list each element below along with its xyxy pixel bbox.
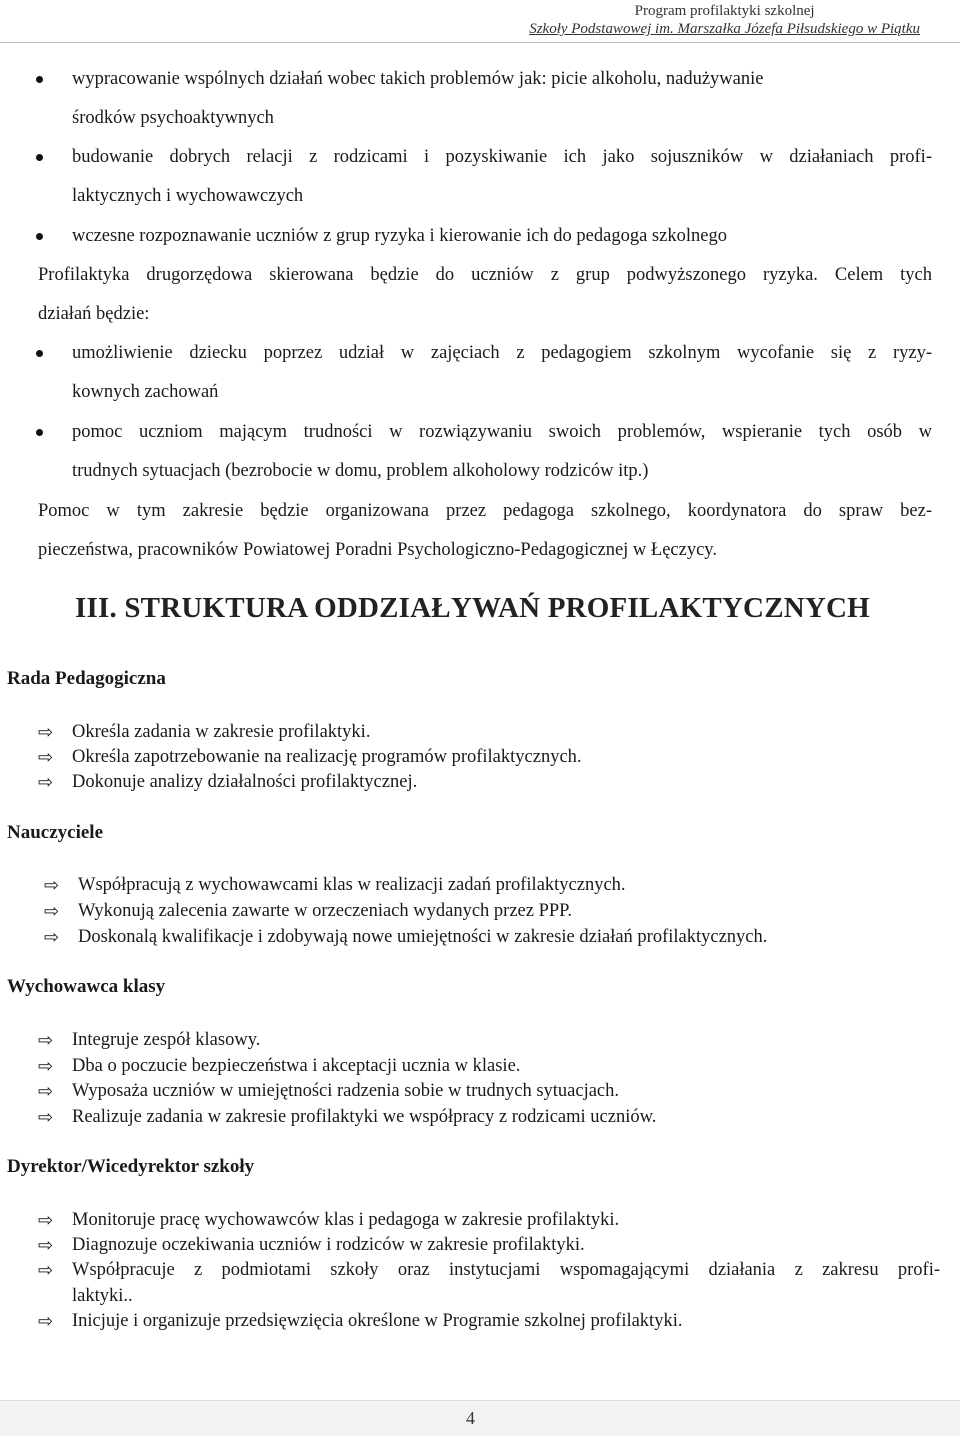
list-item-text: Diagnozuje oczekiwania uczniów i rodziców w zakresie profilaktyki. — [72, 1235, 585, 1255]
hollow-arrow-icon: ⇨ — [38, 1260, 54, 1280]
list-item-line: wczesne rozpoznawanie uczniów z grup ryzyka i kierowanie ich do pedagoga szkolnego — [72, 226, 727, 246]
hollow-arrow-icon: ⇨ — [44, 875, 60, 895]
bullet-dot-icon — [36, 154, 43, 161]
page-number: 4 — [466, 1408, 475, 1428]
list-item — [72, 334, 932, 412]
list-item-text: Wyposaża uczniów w umiejętności radzenia sobie w trudnych sytuacjach. — [72, 1081, 620, 1101]
list-item-text: Inicjuje i organizuje przedsięwzięcia określone w Programie szkolnej profilaktyki. — [72, 1311, 683, 1331]
list-item — [38, 769, 418, 795]
paragraph — [38, 492, 932, 570]
list-item — [38, 1027, 261, 1053]
list-item — [72, 413, 932, 491]
list-item-text: Integruje zespół klasowy. — [72, 1030, 261, 1050]
list-item-text: Dba o poczucie bezpieczeństwa i akceptacji ucznia w klasie. — [72, 1056, 521, 1076]
hollow-arrow-icon: ⇨ — [38, 747, 54, 767]
page-header — [529, 2, 920, 38]
list-item — [38, 1257, 940, 1309]
list-item-text: Monitoruje pracę wychowawców klas i pedagoga w zakresie profilaktyki. — [72, 1210, 620, 1230]
list-item — [38, 744, 582, 770]
list-item — [44, 924, 768, 950]
hollow-arrow-icon: ⇨ — [38, 1235, 54, 1255]
list-item — [44, 898, 573, 924]
hollow-arrow-icon: ⇨ — [38, 722, 54, 742]
list-item — [38, 1078, 620, 1104]
list-item-text: Realizuje zadania w zakresie profilaktyki we współpracy z rodzicami uczniów. — [72, 1107, 657, 1127]
list-item — [72, 217, 932, 256]
list-item-text: Współpracuje z podmiotami szkoły oraz instytucjami wspomagającymi działania z zakresu profi- — [72, 1260, 940, 1280]
list-item-text: laktyki.. — [72, 1286, 133, 1306]
role-title: Nauczyciele — [7, 822, 104, 843]
list-item-line: laktycznych i wychowawczych — [72, 186, 304, 206]
list-item-text: Współpracują z wychowawcami klas w realizacji zadań profilaktycznych. — [78, 875, 626, 895]
hollow-arrow-icon: ⇨ — [38, 1210, 54, 1230]
role-title: Dyrektor/Wicedyrektor szkoły — [7, 1156, 255, 1177]
hollow-arrow-icon: ⇨ — [38, 1311, 54, 1331]
hollow-arrow-icon: ⇨ — [38, 1107, 54, 1127]
page-footer — [0, 1400, 960, 1436]
list-item — [72, 138, 932, 216]
role-title: Wychowawca klasy — [7, 976, 166, 997]
role-title: Rada Pedagogiczna — [7, 668, 166, 689]
list-item-text: Określa zapotrzebowanie na realizację programów profilaktycznych. — [72, 747, 582, 767]
list-item — [38, 719, 371, 745]
list-item — [38, 1232, 585, 1258]
header-title: Program profilaktyki szkolnej — [634, 3, 815, 19]
paragraph — [38, 256, 932, 334]
hollow-arrow-icon: ⇨ — [38, 772, 54, 792]
paragraph-line: działań będzie: — [38, 304, 150, 324]
list-item-line: kownych zachowań — [72, 382, 219, 402]
header-rule — [0, 42, 960, 43]
hollow-arrow-icon: ⇨ — [38, 1030, 54, 1050]
list-item-line: trudnych sytuacjach (bezrobocie w domu, problem alkoholowy rodziców itp.) — [72, 461, 649, 481]
list-item-text: Określa zadania w zakresie profilaktyki. — [72, 722, 371, 742]
list-item-line: umożliwienie dziecku poprzez udział w zajęciach z pedagogiem szkolnym wycofanie się z ryzy- — [72, 343, 932, 363]
paragraph-line: Pomoc w tym zakresie będzie organizowana przez pedagoga szkolnego, koordynatora do spraw bez- — [38, 501, 932, 521]
list-item — [72, 60, 932, 138]
hollow-arrow-icon: ⇨ — [44, 901, 60, 921]
paragraph-line: pieczeństwa, pracowników Powiatowej Poradni Psychologiczno-Pedagogicznej w Łęczycy. — [38, 540, 717, 560]
list-item — [38, 1104, 657, 1130]
list-item-text: Wykonują zalecenia zawarte w orzeczeniach wydanych przez PPP. — [78, 901, 573, 921]
hollow-arrow-icon: ⇨ — [44, 927, 60, 947]
bullet-dot-icon — [36, 76, 43, 83]
list-item-line: budowanie dobrych relacji z rodzicami i pozyskiwanie ich jako sojuszników w działaniach profi- — [72, 147, 932, 167]
list-item — [38, 1308, 683, 1334]
list-item-text: Doskonalą kwalifikacje i zdobywają nowe umiejętności w zakresie działań profilaktycznych. — [78, 927, 768, 947]
bullet-dot-icon — [36, 429, 43, 436]
paragraph-line: Profilaktyka drugorzędowa skierowana będzie do uczniów z grup podwyższonego ryzyka. Celem tych — [38, 265, 932, 285]
list-item-line: wypracowanie wspólnych działań wobec takich problemów jak: picie alkoholu, nadużywanie — [72, 69, 764, 89]
header-school: Szkoły Podstawowej im. Marszałka Józefa Piłsudskiego w Piątku — [529, 21, 920, 37]
list-item — [38, 1207, 620, 1233]
list-item-line: środków psychoaktywnych — [72, 108, 274, 128]
hollow-arrow-icon: ⇨ — [38, 1056, 54, 1076]
bullet-dot-icon — [36, 350, 43, 357]
section-title: III. STRUKTURA ODDZIAŁYWAŃ PROFILAKTYCZNYCH — [75, 592, 870, 624]
list-item-line: pomoc uczniom mającym trudności w rozwiązywaniu swoich problemów, wspieranie tych osób w — [72, 422, 932, 442]
list-item — [38, 1053, 521, 1079]
bullet-dot-icon — [36, 233, 43, 240]
list-item-text: Dokonuje analizy działalności profilaktycznej. — [72, 772, 418, 792]
list-item — [44, 872, 626, 898]
hollow-arrow-icon: ⇨ — [38, 1081, 54, 1101]
